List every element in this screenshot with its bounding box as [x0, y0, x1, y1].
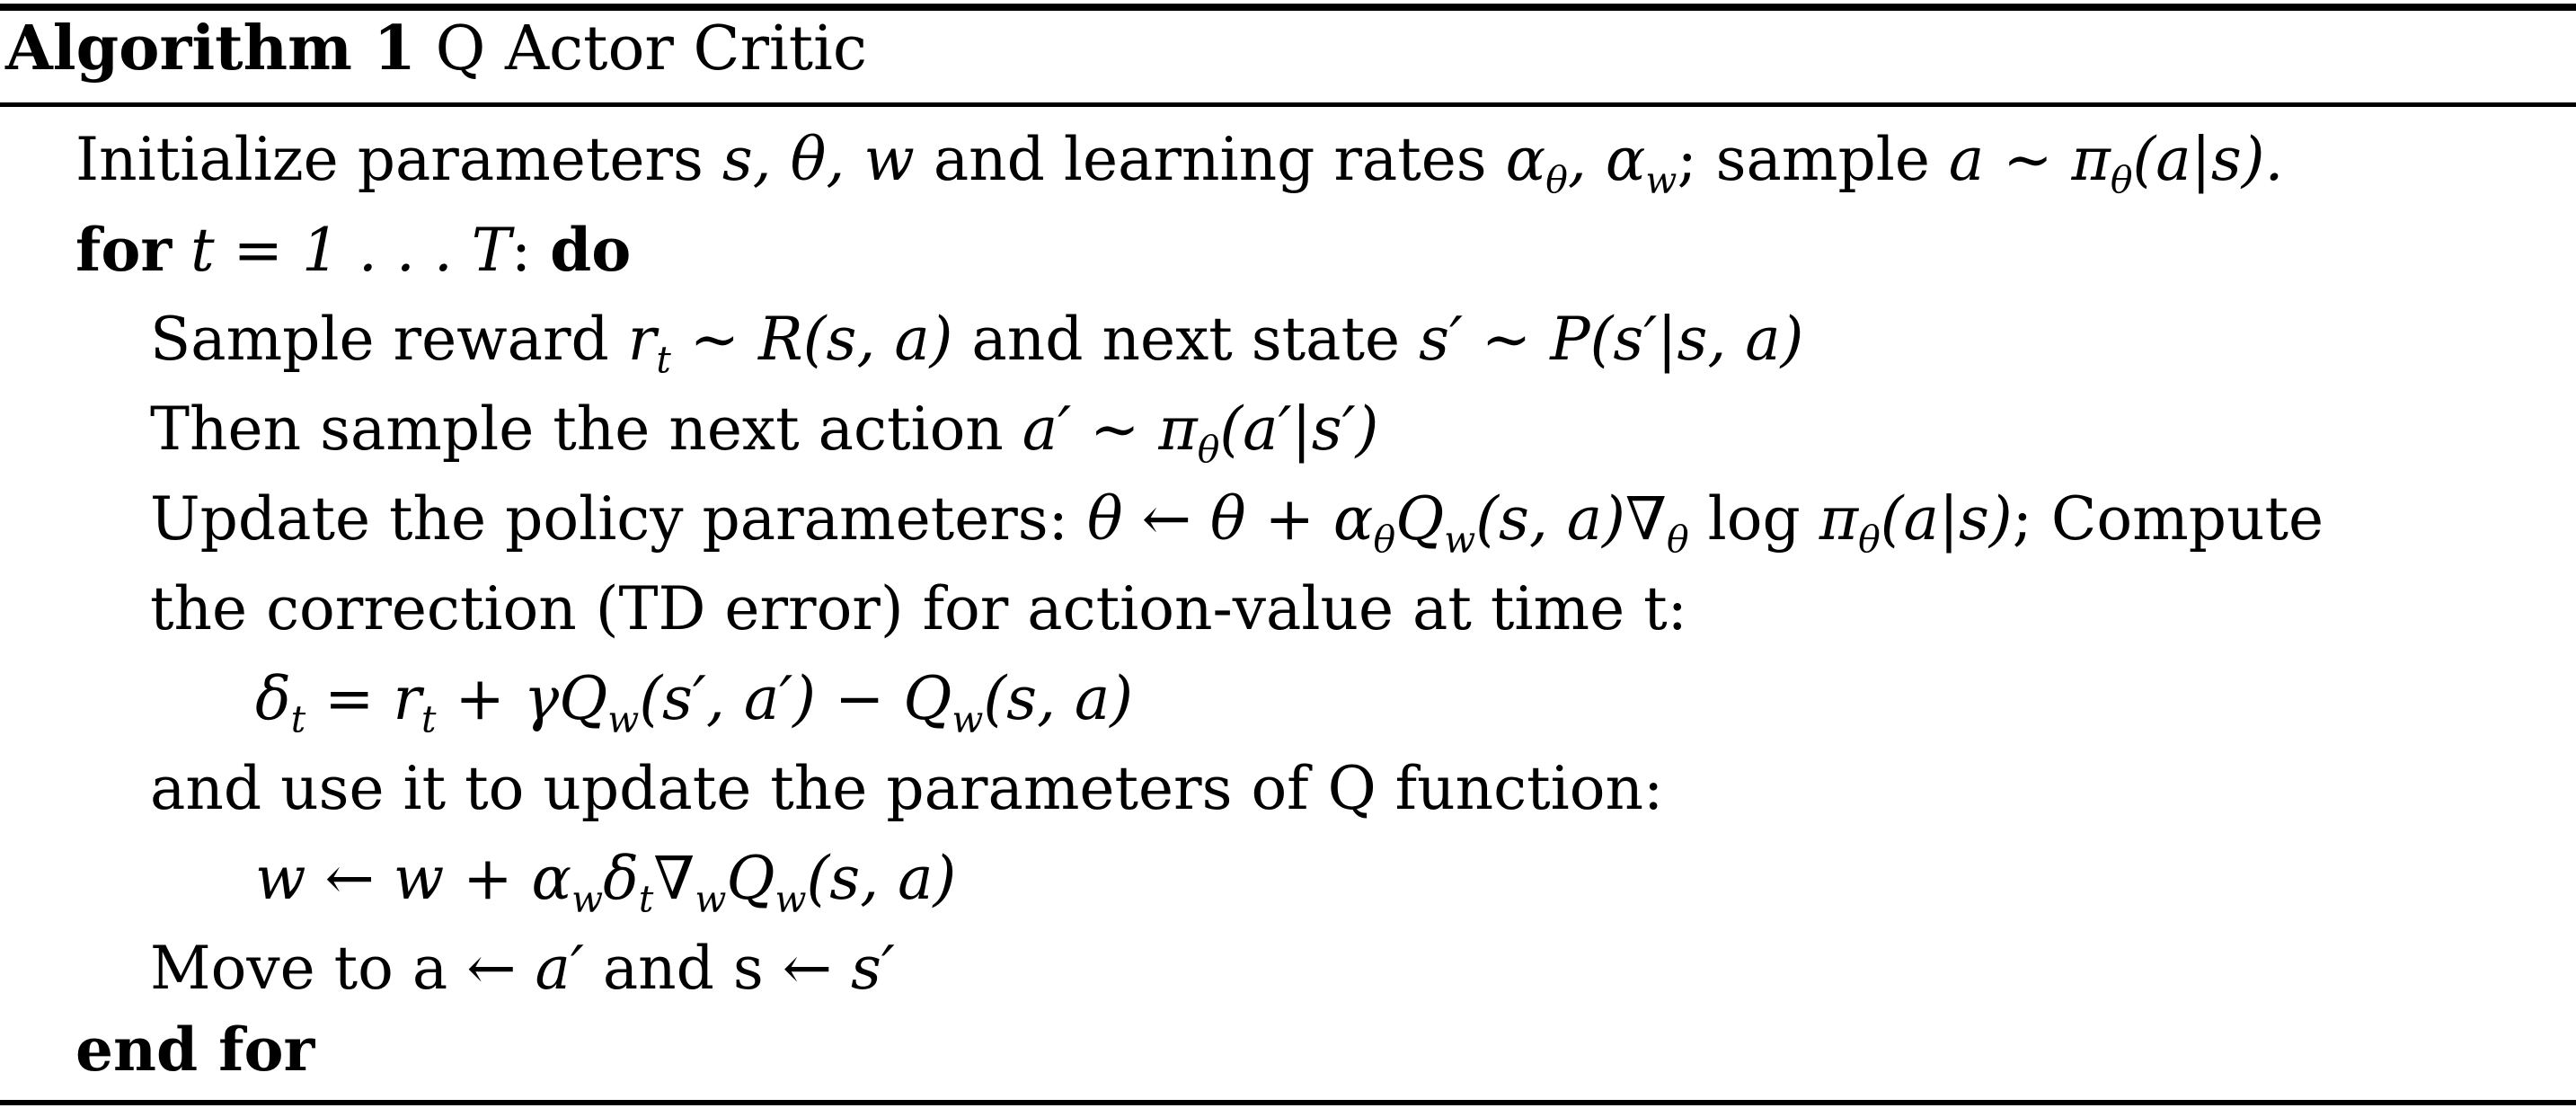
move-arrow-1: ← a′	[466, 934, 584, 1003]
line-end-for: end for	[75, 1015, 315, 1085]
init-action: a ∼ π	[1948, 125, 2111, 194]
init-comma: ,	[1567, 125, 1606, 194]
init-text-2: and learning rates	[914, 125, 1506, 194]
td-expr-3: (s′, a′) − Q	[639, 664, 952, 733]
td-delta: δ	[255, 664, 291, 733]
w-q: Q	[726, 844, 775, 913]
policy-expr-3: (s, a)∇	[1475, 484, 1667, 554]
init-params: s, θ, w	[721, 125, 915, 194]
w-nabla-sub: w	[695, 877, 727, 921]
td-expr-1: = r	[305, 664, 422, 733]
policy-text-1: Update the policy parameters:	[150, 484, 1087, 554]
move-arrow-2: ← s′	[782, 934, 895, 1003]
td-delta-sub: t	[290, 697, 306, 741]
action-pi-sub: θ	[1197, 428, 1220, 472]
init-alpha-2: α	[1605, 125, 1646, 194]
algorithm-title	[5, 13, 867, 84]
line-update-policy	[150, 484, 2324, 562]
for-expr: t = 1 . . . T	[190, 216, 511, 285]
w-expr-5: (s, a)	[806, 844, 957, 913]
init-text-1: Initialize parameters	[75, 125, 722, 194]
policy-nabla-sub: θ	[1666, 518, 1689, 562]
reward-text-2: and next state	[952, 305, 1420, 374]
algorithm-name: Q Actor Critic	[435, 13, 867, 84]
w-delta: δ	[603, 844, 639, 913]
reward-expr-1: ∼ R(s, a)	[670, 305, 953, 374]
line-use-it: and use it to update the parameters of Q function:	[150, 754, 1664, 823]
init-pi-sub: θ	[2110, 158, 2133, 202]
policy-pi-sub: θ	[1858, 518, 1881, 562]
action-expr-1: a′ ∼ π	[1022, 394, 1198, 464]
policy-log: log	[1688, 484, 1819, 554]
algorithm-label: Algorithm 1	[5, 13, 416, 84]
title-rule	[0, 102, 2576, 107]
policy-alpha-sub: θ	[1373, 518, 1396, 562]
do-keyword: do	[550, 215, 632, 285]
td-expr-2: + γQ	[436, 664, 608, 733]
reward-r: r	[627, 305, 657, 374]
w-alpha-sub: w	[571, 877, 604, 921]
line-sample-action	[150, 394, 1379, 472]
init-alpha-w-sub: w	[1645, 158, 1677, 202]
for-keyword: for	[75, 215, 173, 285]
reward-text-1: Sample reward	[150, 305, 628, 374]
w-q-sub: w	[775, 877, 807, 921]
init-alpha-theta-sub: θ	[1545, 158, 1568, 202]
w-expr-1: w ← w + α	[255, 844, 572, 913]
init-alpha-1: α	[1505, 125, 1546, 194]
action-expr-2: (a′|s′)	[1219, 394, 1379, 464]
td-expr-4: (s, a)	[983, 664, 1134, 733]
action-text-1: Then sample the next action	[150, 394, 1022, 464]
line-update-w	[255, 844, 957, 921]
line-td-error	[255, 664, 1134, 741]
policy-pi: π	[1819, 484, 1859, 554]
move-text-1: Move to a	[150, 934, 467, 1003]
w-nabla: ∇	[653, 844, 695, 913]
reward-t-sub: t	[656, 338, 671, 382]
line-for	[75, 215, 632, 285]
td-q2-sub: w	[952, 697, 984, 741]
reward-expr-2: s′ ∼ P(s′|s, a)	[1419, 305, 1804, 374]
for-colon: :	[510, 216, 532, 285]
init-text-3: ; sample	[1677, 125, 1949, 194]
line-initialize	[75, 125, 2284, 202]
td-q1-sub: w	[607, 697, 640, 741]
policy-q: Q	[1395, 484, 1445, 554]
init-policy-arg: (a|s).	[2132, 125, 2284, 194]
policy-expr-5: (a|s)	[1880, 484, 2013, 554]
line-sample-reward	[150, 305, 1804, 382]
move-text-2: and s	[583, 934, 783, 1003]
bottom-rule	[0, 1100, 2576, 1105]
policy-q-sub: w	[1444, 518, 1476, 562]
policy-text-2: ; Compute	[2012, 484, 2324, 554]
w-delta-sub: t	[638, 877, 654, 921]
td-r-sub: t	[421, 697, 437, 741]
top-rule	[0, 4, 2576, 11]
policy-expr-1: θ ← θ + α	[1086, 484, 1374, 554]
line-move	[150, 934, 895, 1003]
line-correction: the correction (TD error) for action-value at time t:	[150, 574, 1687, 643]
